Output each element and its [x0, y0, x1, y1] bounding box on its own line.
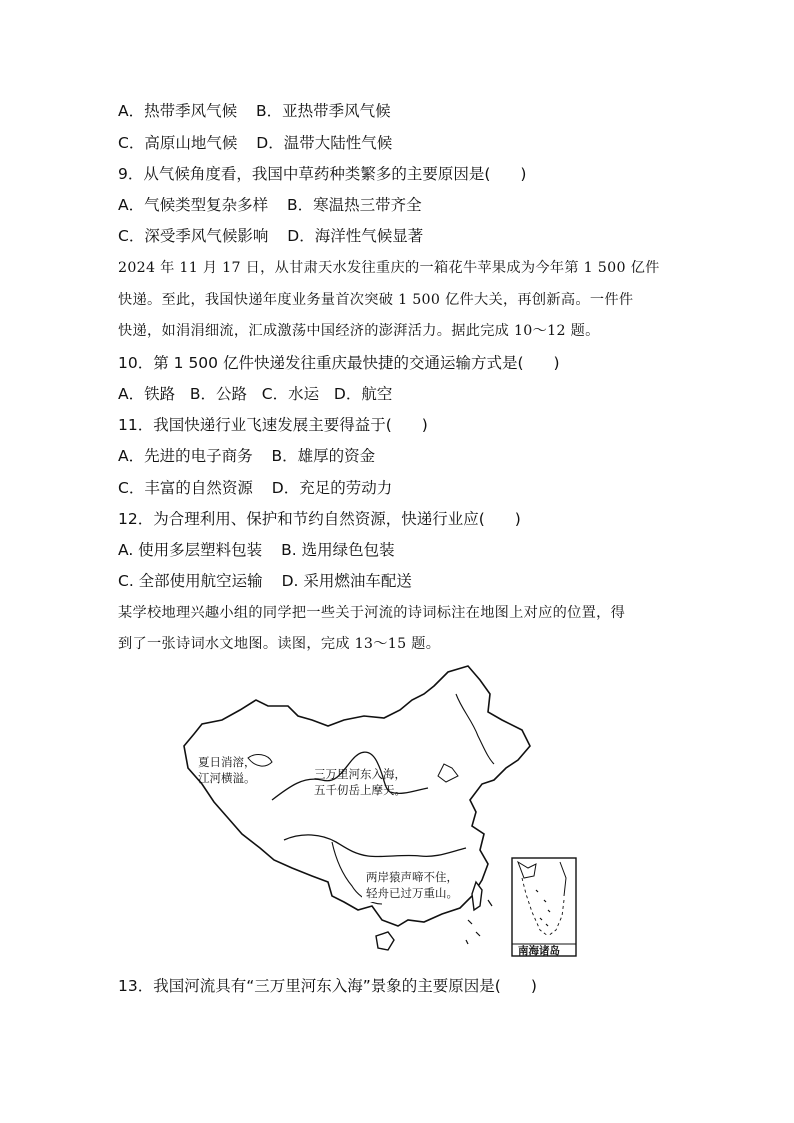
- q9-option-c: C．深受季风气候影响: [118, 227, 269, 245]
- q9-close: ): [520, 165, 527, 183]
- q11-options-row-1: [118, 446, 375, 466]
- q12-option-a: A. 使用多层塑料包装: [118, 541, 263, 559]
- q8-option-a: A．热带季风气候: [118, 102, 238, 120]
- poem-label-south: [362, 868, 462, 902]
- q9-stem: [118, 164, 526, 184]
- q12-options-row-1: [118, 540, 395, 560]
- passage2-line-2: 到了一张诗词水文地图。读图，完成 13～15 题。: [118, 636, 441, 652]
- q11-options-row-2: [118, 478, 392, 498]
- q8-option-b: B．亚热带季风气候: [256, 102, 391, 120]
- q8-option-d: D．温带大陆性气候: [256, 134, 393, 152]
- q13-close: ): [530, 977, 537, 995]
- q12-option-d: D. 采用燃油车配送: [281, 572, 412, 590]
- q10-stem-text: 10．第 1 500 亿件快递发往重庆最快捷的交通运输方式是(: [118, 354, 524, 372]
- q11-stem: [118, 415, 428, 435]
- q13-stem: [118, 976, 537, 996]
- q12-options-row-2: [118, 571, 412, 591]
- q12-close: ): [514, 510, 521, 528]
- q10-close: ): [553, 354, 560, 372]
- poem-south-line-1: 两岸猿声啼不住，: [366, 870, 458, 884]
- q9-options-row-2: [118, 226, 423, 246]
- q12-stem-text: 12．为合理利用、保护和节约自然资源，快递行业应(: [118, 510, 485, 528]
- q11-option-c: C．丰富的自然资源: [118, 479, 253, 497]
- q9-stem-text: 9．从气候角度看，我国中草药种类繁多的主要原因是(: [118, 165, 491, 183]
- poem-west-line-1: 夏日消溶，: [198, 755, 256, 769]
- south-china-sea-inset: [512, 858, 576, 957]
- poem-south-line-2: 轻舟已过万重山。: [366, 886, 458, 900]
- q9-option-b: B．寒温热三带齐全: [287, 196, 422, 214]
- q11-close: ): [421, 416, 428, 434]
- q9-options-row-1: [118, 195, 422, 215]
- inset-title: 南海诸岛: [518, 945, 560, 957]
- q9-option-a: A．气候类型复杂多样: [118, 196, 269, 214]
- poem-west-line-2: 江河横溢。: [198, 771, 256, 785]
- china-poetry-map: [176, 664, 596, 964]
- q12-stem: [118, 509, 521, 529]
- q10-stem: [118, 353, 560, 373]
- q11-option-b: B．雄厚的资金: [271, 447, 376, 465]
- q12-option-b: B. 选用绿色包装: [281, 541, 395, 559]
- q13-stem-text: 13．我国河流具有“三万里河东入海”景象的主要原因是(: [118, 977, 501, 995]
- poem-north-line-1: 三万里河东入海，: [314, 767, 406, 781]
- q11-option-d: D．充足的劳动力: [271, 479, 393, 497]
- q12-option-c: C. 全部使用航空运输: [118, 572, 263, 590]
- passage1-line-1: 2024 年 11 月 17 日，从甘肃天水发往重庆的一箱花牛苹果成为今年第 1 500 亿件: [118, 260, 660, 276]
- q11-option-a: A．先进的电子商务: [118, 447, 253, 465]
- q8-option-c: C．高原山地气候: [118, 134, 238, 152]
- hainan-island: [376, 932, 394, 950]
- q11-stem-text: 11．我国快递行业飞速发展主要得益于(: [118, 416, 392, 434]
- passage1-line-3: 快递，如涓涓细流，汇成激荡中国经济的澎湃活力。据此完成 10～12 题。: [118, 323, 600, 339]
- passage1-line-2: 快递。至此，我国快递年度业务量首次突破 1 500 亿件大关，再创新高。一件件: [118, 292, 634, 308]
- q9-option-d: D．海洋性气候显著: [287, 227, 424, 245]
- q10-options: A．铁路 B．公路 C．水运 D．航空: [118, 385, 393, 403]
- q8-options-row-2: [118, 133, 392, 153]
- q8-options-row-1: [118, 101, 391, 121]
- passage2-line-1: 某学校地理兴趣小组的同学把一些关于河流的诗词标注在地图上对应的位置，得: [118, 605, 626, 621]
- poem-north-line-2: 五千仞岳上摩天。: [314, 783, 406, 797]
